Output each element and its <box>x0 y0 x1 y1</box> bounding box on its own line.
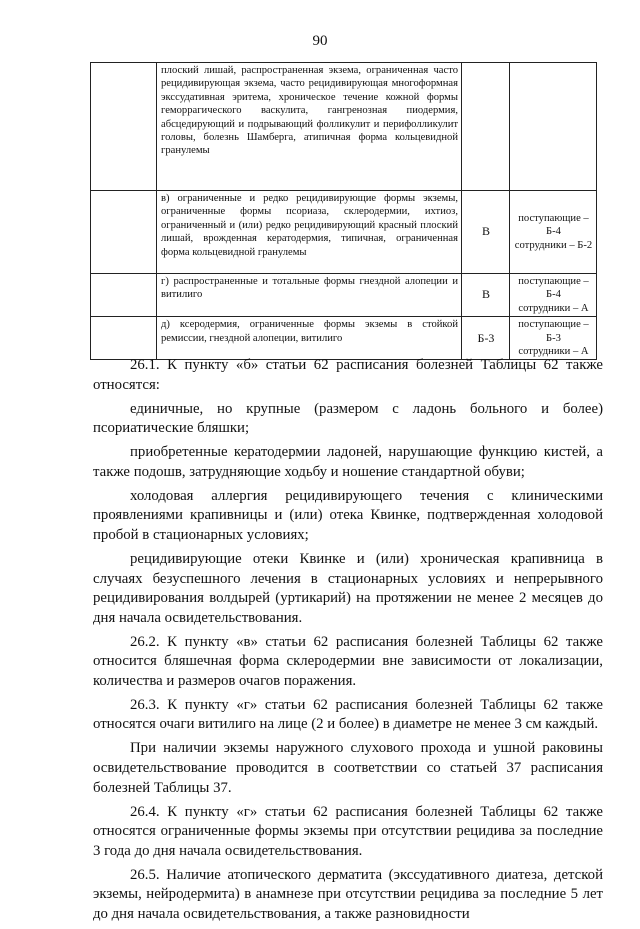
table-cell-category <box>462 63 510 191</box>
table-cell-category: В <box>462 191 510 274</box>
table-row <box>91 63 597 191</box>
table-cell-article <box>91 274 157 317</box>
table-cell-description: плоский лишай, распространенная экзема, ограниченная часто рецидивирующая экзема, часто рецидивирующая многоформная экссудативная эритема, хроническое течение кожной формы геморрагического васкулита, гангренозная пиодермия, абсцедирующий и подрывающий фолликулит и перифолликулит головы, болезнь Шамберга, атипичная форма кольцевидной гранулемы <box>157 63 462 191</box>
disease-norms-table <box>90 62 597 360</box>
table-cell-description: г) распространенные и тотальные формы гнездной алопеции и витилиго <box>157 274 462 317</box>
paragraph: 26.1. К пункту «б» статьи 62 расписания болезней Таблицы 62 также относятся: <box>93 357 603 393</box>
note-line-candidates: поступающие – Б-4 <box>518 276 589 301</box>
body-text <box>93 356 603 929</box>
table-row <box>91 317 597 360</box>
note-line-employees: сотрудники – А <box>518 346 589 358</box>
table-cell-article <box>91 317 157 360</box>
paragraph: 26.2. К пункту «в» статьи 62 расписания болезней Таблицы 62 также относится бляшечная форма склеродермии вне зависимости от локализации, количества и размеров очагов поражения. <box>93 633 603 689</box>
table-cell-article <box>91 63 157 191</box>
table-row <box>91 191 597 274</box>
table-cell-note <box>510 274 597 317</box>
paragraph: приобретенные кератодермии ладоней, нарушающие функцию кистей, а также подошв, затрудняющие ходьбу и ношение стандартной обуви; <box>93 444 603 480</box>
note-line-employees: сотрудники – Б-2 <box>514 239 593 251</box>
table-cell-note <box>510 317 597 360</box>
paragraph: 26.4. К пункту «г» статьи 62 расписания болезней Таблицы 62 также относятся ограниченные формы экземы при отсутствии рецидива за последние 3 года до дня начала освидетельствования. <box>93 803 603 859</box>
note-line-candidates: поступающие – Б-4 <box>518 212 589 238</box>
table-cell-note <box>510 191 597 274</box>
note-line-candidates: поступающие – Б-3 <box>518 319 589 344</box>
table-cell-description: д) ксеродермия, ограниченные формы экземы в стойкой ремиссии, гнездной алопеции, витилиго <box>157 317 462 360</box>
paragraph: единичные, но крупные (размером с ладонь больного и более) псориатические бляшки; <box>93 400 603 437</box>
paragraph: 26.5. Наличие атопического дерматита (экссудативного диатеза, детской экземы, нейродермита) в анамнезе при отсутствии рецидива за последние 5 лет до дня начала освидетельствования, а также разновидности <box>93 866 603 922</box>
table-cell-description: в) ограниченные и редко рецидивирующие формы экземы, ограниченные формы псориаза, склеродермии, ихтиоз, ограниченный и (или) редко рецидивирующий красный плоский лишай, врожденная кератодермия, типичная, ограниченная форма кольцевидной гранулемы <box>157 191 462 274</box>
paragraph: холодовая аллергия рецидивирующего течения с клиническими проявлениями крапивницы и (или) отека Квинке, подтвержденная холодовой пробой в стационарных условиях; <box>93 487 603 543</box>
table-cell-note <box>510 63 597 191</box>
table-cell-article <box>91 191 157 274</box>
paragraph: рецидивирующие отеки Квинке и (или) хроническая крапивница в случаях безуспешного лечения в стационарных условиях и непрерывного рецидивирования волдырей (уртикарий) на протяжении не менее 2 месяцев до дня начала освидетельствования. <box>93 550 603 626</box>
paragraph: При наличии экземы наружного слухового прохода и ушной раковины освидетельствование проводится в соответствии со статьей 37 расписания болезней Таблицы 37. <box>93 740 603 796</box>
table-cell-category: Б-3 <box>462 317 510 360</box>
page-number: 90 <box>312 33 328 49</box>
table-row <box>91 274 597 317</box>
note-line-employees: сотрудники – А <box>518 302 589 314</box>
table-cell-category: В <box>462 274 510 317</box>
paragraph: 26.3. К пункту «г» статьи 62 расписания болезней Таблицы 62 также относятся очаги витилиго на лице (2 и более) в диаметре не менее 3 см каждый. <box>93 696 603 733</box>
